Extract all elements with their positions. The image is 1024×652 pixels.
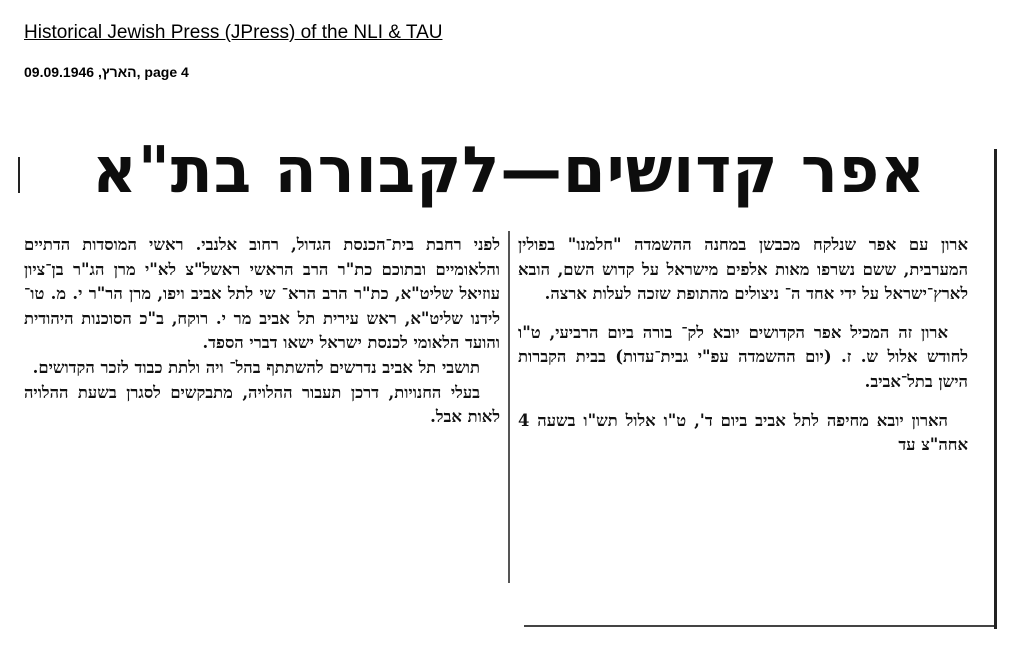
paragraph: ארון עם אפר שנלקח מכבשן במחנה ההשמדה "חלמנו" בפולין המערבית, ששם נשרפו מאות אלפים מישראל על קדוש השם, הובא לארץ־ישראל על ידי אחד ה־ ניצולים מהתופת שזכה לעלות ארצה.	[518, 235, 968, 304]
article-headline: אפר קדושים—לקבורה בת"א	[92, 134, 926, 208]
issue-line: הארץ, 09.09.1946, page 4	[24, 64, 189, 80]
paragraph: תושבי תל אביב נדרשים להשתתף בהל־ ויה ולתת כבוד לזכר הקדושים.	[32, 357, 480, 377]
article-column-right	[518, 233, 968, 458]
paragraph: בעלי החנויות, דרכן תעבור ההלויה, מתבקשים לסגרן בשעת ההלויה לאות אבל.	[24, 382, 500, 427]
paragraph: הארון יובא מחיפה לתל אביב ביום ד', ט"ו אלול תש"ו בשעה 4 אחה"צ עד	[518, 410, 968, 455]
clipping-left-edge-mark	[18, 157, 20, 193]
clipping-bottom-rule	[524, 625, 994, 627]
paragraph: ארון זה המכיל אפר הקדושים יובא לק־ בורה ביום הרביעי, ט"ו לחודש אלול ש. ז. (יום ההשמדה עפ"י גבית־עדות) בבית הקברות הישן בתל־אביב.	[518, 322, 968, 391]
paragraph: לפני רחבת בית־הכנסת הגדול, רחוב אלנבי. ראשי המוסדות הדתיים והלאומיים ובתוכם כת"ר הרב הראשי ראשל"צ לא"י מרן הג"ר בן־ציון עוזיאל שליט"א, כת"ר הרב הרא־ שי לתל אביב ויפו, מרן הר"ר י. מ. טו־ לידנו שליט"א, ראש עירית תל אביב מר י. רוקח, ב"כ הסוכנות היהודית והועד הלאומי לכנסת ישראל ישאו דברי הספד.	[24, 235, 500, 353]
clipping-right-border	[994, 149, 997, 629]
column-divider	[508, 231, 510, 583]
newspaper-clipping	[14, 125, 1004, 630]
source-title[interactable]: Historical Jewish Press (JPress) of the NLI & TAU	[24, 22, 443, 43]
article-column-left	[24, 233, 500, 430]
